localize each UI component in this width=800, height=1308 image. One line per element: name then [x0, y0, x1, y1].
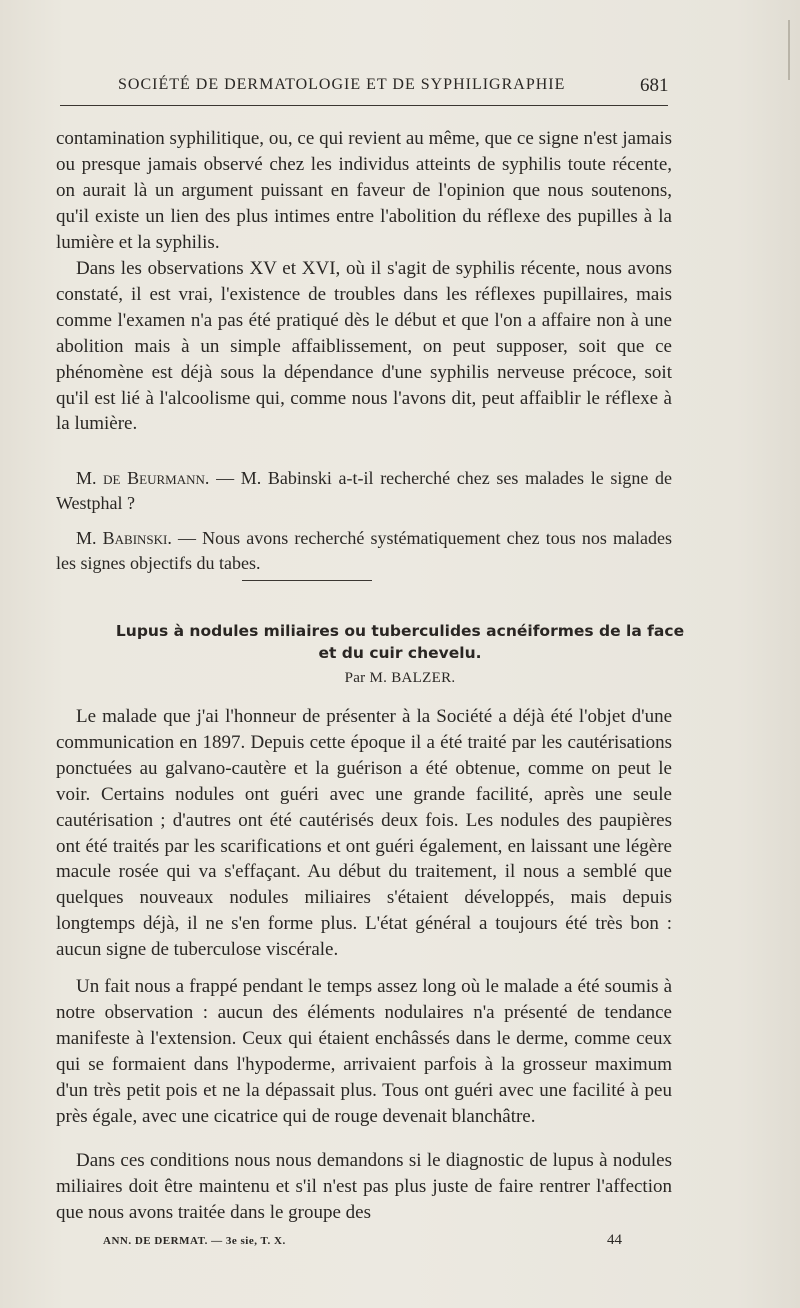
- article-paragraph-1: [56, 704, 672, 963]
- paragraph-text: Dans les observations XV et XVI, où il s'agit de syphilis récente, nous avons constaté, il est vrai, l'existence de troubles dans les réflexes pupillaires, mais comme l'examen n'a pas été pratiqué dès le début et que l'on a affaire non à une abolition mais à un simple affaiblissement, on peut supposer, soit que ce phénomène est déjà sous la dépendance d'une syphilis nerveuse précoce, soit qu'il est lié à l'alcoolisme qui, comme nous l'avons dit, peut affaiblir le réflexe à la lumière.: [56, 258, 672, 435]
- dialog-line: [56, 466, 672, 516]
- paragraph-text: contamination syphilitique, ou, ce qui revient au même, que ce signe n'est jamais ou presque jamais observé chez les individus atteints de syphilis toute récente, on aurait là un argument puissant en faveur de l'opinion que nous soutenons, qu'il existe un lien des plus intimes entre l'abolition du réflexe des pupilles à la lumière et la syphilis.: [56, 128, 672, 253]
- dialog-text: — M. Babinski a-t-il recherché chez ses malades le signe de Westphal ?: [56, 468, 672, 513]
- page-edge-mark: [788, 20, 790, 80]
- body-paragraph-1: [56, 126, 672, 256]
- dialog-text: — Nous avons recherché systématiquement chez tous nos malades les signes objectifs du tabes.: [56, 528, 672, 573]
- page-header: [0, 76, 800, 106]
- running-head: SOCIÉTÉ DE DERMATOLOGIE ET DE SYPHILIGRAPHIE: [118, 76, 566, 93]
- article-byline: Par M. BALZER.: [344, 670, 456, 686]
- dialog-line: [56, 526, 672, 576]
- page-footer: [0, 1232, 800, 1255]
- speaker-name: M. Babinski.: [76, 528, 172, 548]
- article-paragraph-2: [56, 974, 672, 1129]
- section-separator: [242, 580, 372, 581]
- paragraph-text: Le malade que j'ai l'honneur de présenter à la Société a déjà été l'objet d'une communication en 1897. Depuis cette époque il a été traité par les cautérisations ponctuées au galvano-cautère et la guérison a été obtenue, comme on peut le voir. Certains nodules ont guéri avec une grande facilité, après une seule cautérisation ; d'autres ont été cautérisés deux fois. Les nodules des paupières ont été traités par les scarifications et ont guéri également, en laissant une légère macule rosée qui va s'effaçant. Au début du traitement, il nous a semblé que quelques nouveaux nodules miliaires s'étaient développés, mais depuis longtemps déjà, il ne s'en forme plus. L'état général a toujours été très bon : aucun signe de tuberculose viscérale.: [56, 706, 672, 961]
- article-paragraph-3: [56, 1148, 672, 1226]
- page-number: 681: [640, 75, 669, 96]
- header-rule: [60, 105, 668, 106]
- article-title-line-1: Lupus à nodules miliaires ou tuberculides acnéiformes de la face: [115, 622, 685, 640]
- paragraph-text: Un fait nous a frappé pendant le temps assez long où le malade a été soumis à notre observation : aucun des éléments nodulaires n'a présenté de tendance manifeste à l'extension. Ceux qui étaient enchâssés dans le derme, comme ceux qui se formaient dans l'hypoderme, arrivaient parfois à la grosseur maximum d'un très petit pois et ne la dépassait plus. Tous ont guéri avec une facilité à peu près égale, avec une cicatrice qui de rouge devenait blanchâtre.: [56, 976, 672, 1127]
- dialog-babinski: [56, 526, 672, 576]
- body-paragraph-2: [56, 256, 672, 437]
- speaker-name: M. de Beurmann.: [76, 468, 210, 488]
- paragraph-text: Dans ces conditions nous nous demandons si le diagnostic de lupus à nodules miliaires doit être maintenu et s'il n'est pas plus juste de faire rentrer l'affection que nous avons traitée dans le groupe des: [56, 1150, 672, 1223]
- sheet-number: 44: [607, 1232, 622, 1248]
- article-title-line-2: et du cuir chevelu.: [318, 644, 482, 662]
- printer-signature: ANN. DE DERMAT. — 3e sie, T. X.: [103, 1235, 286, 1247]
- dialog-de-beurmann: [56, 466, 672, 516]
